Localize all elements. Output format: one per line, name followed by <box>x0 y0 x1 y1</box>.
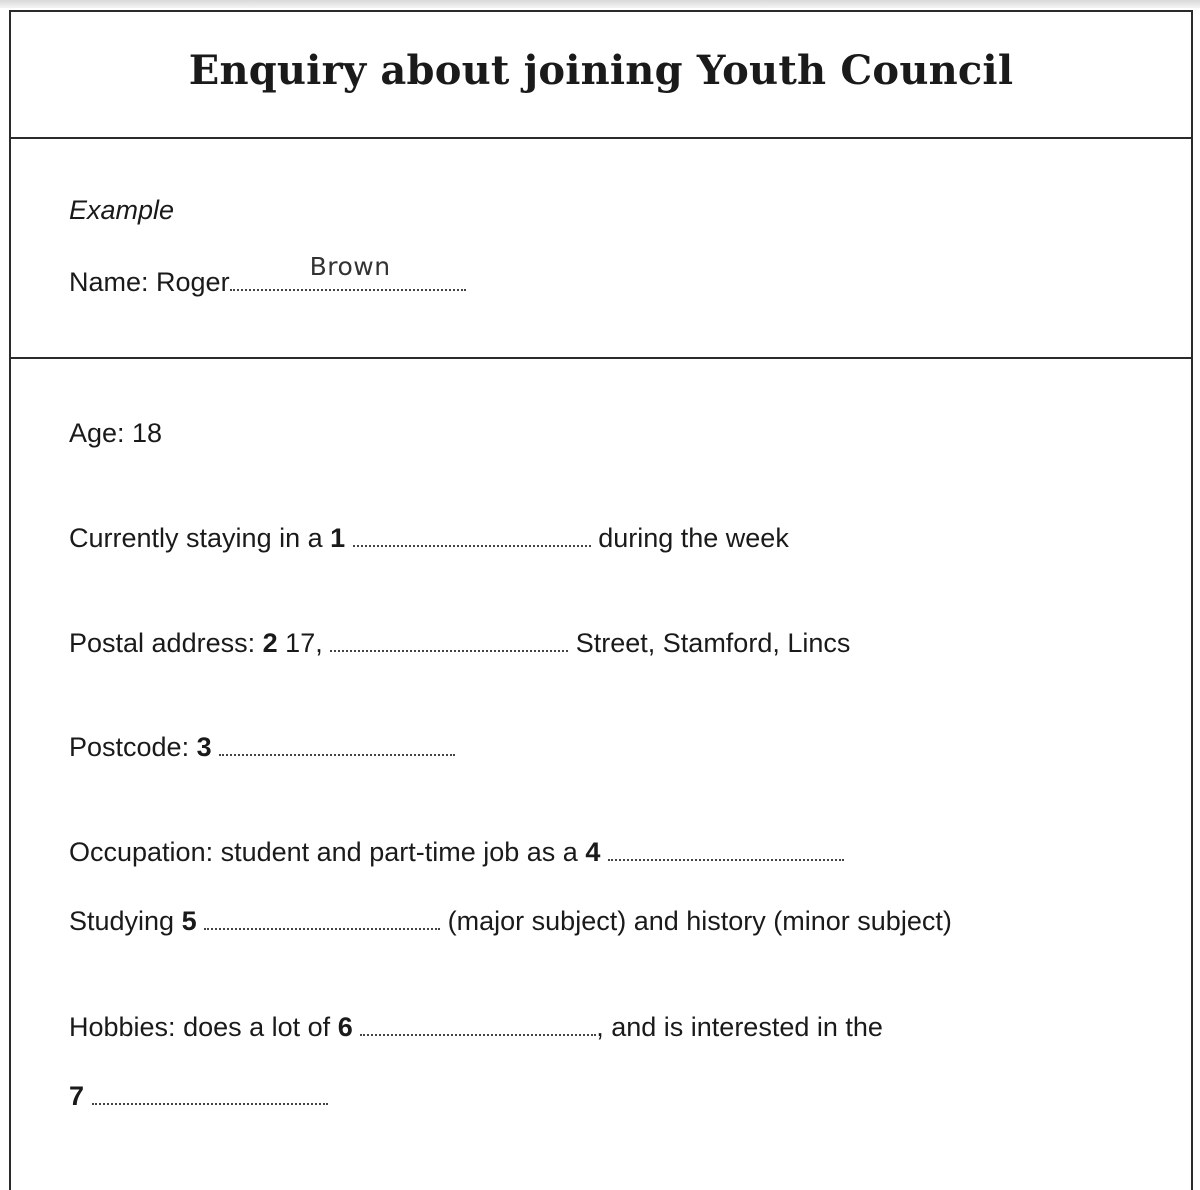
q3-number: 3 <box>196 732 212 762</box>
q3-text-before: Postcode: <box>69 732 190 762</box>
example-label-row <box>69 194 174 226</box>
q3-answer-blank[interactable] <box>219 750 455 756</box>
q5-number: 5 <box>181 906 197 936</box>
question-5-row <box>69 905 952 937</box>
age-text: Age: 18 <box>69 418 163 448</box>
name-answer: Brown <box>309 252 391 281</box>
name-label: Name: Roger <box>69 267 230 297</box>
form-title: Enquiry about joining Youth Council <box>188 47 1014 94</box>
example-label: Example <box>69 195 175 225</box>
q1-text-after: during the week <box>598 523 789 553</box>
q6-text-before: Hobbies: does a lot of <box>69 1012 331 1042</box>
q4-text-before: Occupation: student and part-time job as a <box>69 837 578 867</box>
questions-section <box>11 359 1191 1179</box>
q6-answer-blank[interactable] <box>360 1030 596 1036</box>
q1-number: 1 <box>330 523 346 553</box>
question-7-row <box>69 1080 328 1112</box>
question-3-row <box>69 731 455 763</box>
example-name-row <box>69 252 466 298</box>
q2-number: 2 <box>262 628 278 658</box>
question-2-row <box>69 627 850 659</box>
enquiry-form <box>9 10 1193 1190</box>
title-section <box>11 12 1191 139</box>
q5-text-after: (major subject) and history (minor subject) <box>447 906 952 936</box>
question-4-row <box>69 836 844 868</box>
q2-answer-blank[interactable] <box>330 646 568 652</box>
age-row <box>69 417 162 449</box>
q2-text-after: Street, Stamford, Lincs <box>575 628 851 658</box>
name-answer-blank <box>230 252 466 291</box>
question-1-row <box>69 522 789 554</box>
q5-text-before: Studying <box>69 906 175 936</box>
q5-answer-blank[interactable] <box>204 924 440 930</box>
q6-text-after: , and is interested in the <box>596 1012 883 1042</box>
q4-number: 4 <box>585 837 601 867</box>
q4-answer-blank[interactable] <box>608 855 844 861</box>
q6-number: 6 <box>337 1012 353 1042</box>
top-edge <box>0 0 1200 8</box>
q7-answer-blank[interactable] <box>92 1099 328 1105</box>
q7-number: 7 <box>69 1081 85 1111</box>
q1-answer-blank[interactable] <box>353 541 591 547</box>
example-section <box>11 139 1191 359</box>
q1-text-before: Currently staying in a <box>69 523 323 553</box>
q2-text-mid: 17, <box>285 628 323 658</box>
question-6-row <box>69 1011 883 1043</box>
q2-text-before: Postal address: <box>69 628 256 658</box>
